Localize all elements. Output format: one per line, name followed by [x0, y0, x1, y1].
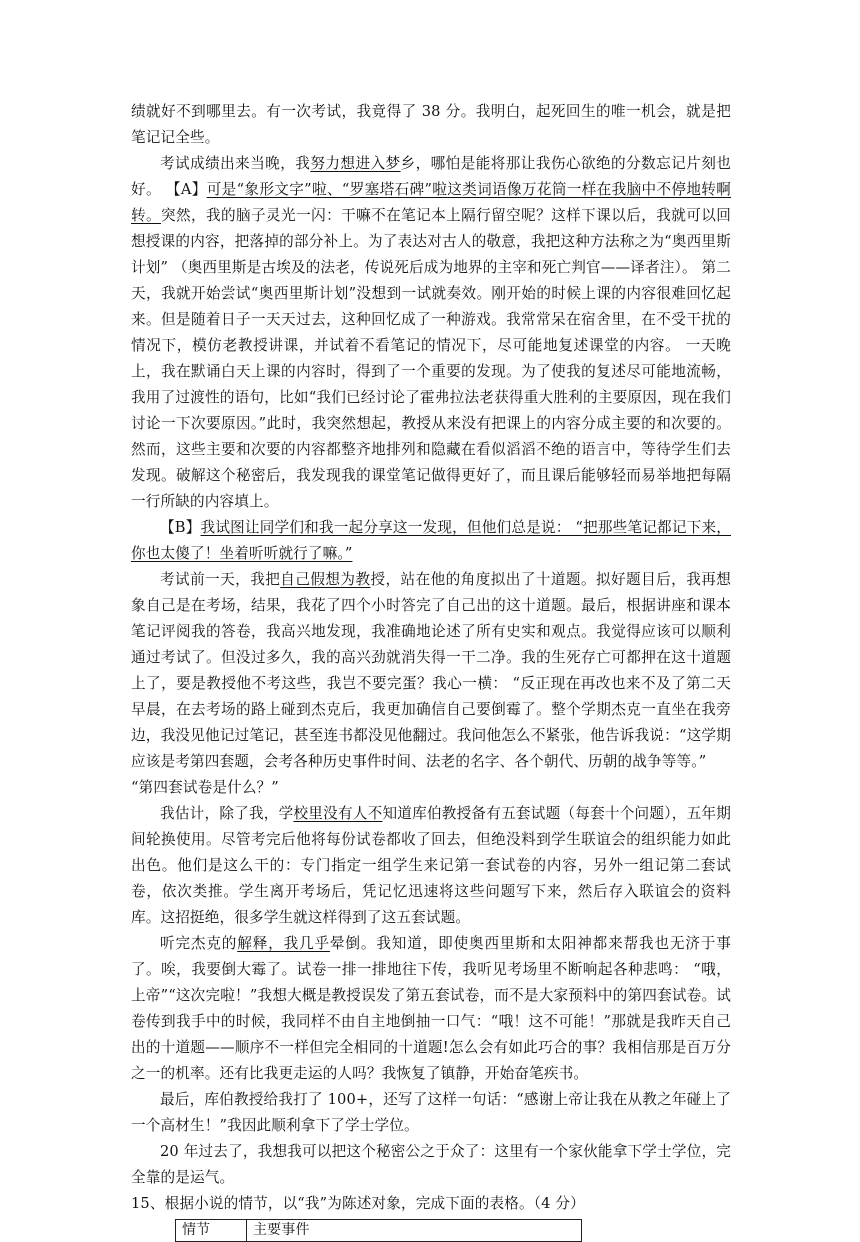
- question-15: 15、根据小说的情节，以“我”为陈述对象，完成下面的表格。（4 分）: [131, 1195, 585, 1212]
- text-segment: 最后，库伯教授给我打了 100+，还写了这样一句话：“感谢上帝让我在从教之年碰上了一个高材生！”我因此顺利拿下了学士学位。: [131, 1091, 731, 1134]
- paragraph: [131, 151, 731, 515]
- text-segment: 乡，哪怕是能将那让我伤心欲绝的分数忘记片刻也好。 【A】: [131, 155, 731, 198]
- text-segment: 突然，我的脑子灵光一闪：干嘛不在笔记本上隔行留空呢？这样下课以后，我就可以回想授课的内容，把落掉的部分补上。为了表达对古人的敬意，我把这种方法称之为“奥西里斯计划” （奥西里斯是古埃及的法老，传说死后成为地界的主宰和死亡判官——译者注）。 第二天，我就开始尝试“奥西里斯计划”没想到一试就奏效。刚开始的时候上课的内容很难回忆起来。但是随着日子一天天过去，这种回忆成了一种游戏。我常常呆在宿舍里，在不受干扰的情况下，模仿老教授讲课，并试着不看笔记的情况下，尽可能地复述课堂的内容。 一天晚上，我在默诵白天上课的内容时，得到了一个重要的发现。为了使我的复述尽可能地流畅，我用了过渡性的语句，比如“我们已经讨论了霍弗拉法老获得重大胜利的主要原因，现在我们讨论一下次要原因。”此时，我突然想起，教授从来没有把课上的内容分成主要的和次要的。然而，这些主要和次要的内容都整齐地排列和隐藏在看似滔滔不绝的语言中，等待学生们去发现。破解这个秘密后，我发现我的课堂笔记做得更好了，而且课后能够轻而易举地把每隔一行所缺的内容填上。: [131, 207, 731, 510]
- document-page: [131, 99, 731, 1242]
- article-text: [131, 99, 731, 1191]
- underlined-text: 自己假想为教: [280, 571, 371, 588]
- text-segment: 知道库伯教授备有五套试题（每套十个问题），五年期间轮换使用。尽管考完后他将每份试卷都收了回去，但绝没料到学生联谊会的组织能力如此出色。他们是这么干的：专门指定一组学生来记第一套试卷的内容，另外一组记第二套试卷，依次类推。学生离开考场后，凭记忆迅速将这些问题写下来，然后存入联谊会的资料库。这招挺绝，很多学生就这样得到了这五套试题。: [131, 805, 731, 926]
- text-segment: 【B】: [160, 519, 201, 536]
- paragraph: [131, 931, 731, 1087]
- paragraph: [131, 567, 731, 775]
- underlined-text: 努力想进入梦: [310, 155, 401, 172]
- text-segment: 绩就好不到哪里去。有一次考试，我竟得了 38 分。我明白，起死回生的唯一机会，就是把笔记记全些。: [131, 103, 731, 146]
- text-segment: 授，站在他的角度拟出了十道题。拟好题目后，我再想象自己是在考场，结果，我花了四个小时答完了自己出的这十道题。最后，根据讲座和课本笔记评阅我的答卷，我高兴地发现，我准确地论述了所有史实和观点。我觉得应该可以顺利通过考试了。但没过多久，我的高兴劲就消失得一干二净。我的生死存亡可都押在这十道题上了，要是教授他不考这些，我岂不要完蛋？我心一横： “反正现在再改也来不及了第二天早晨，在去考场的路上碰到杰克后，我更加确信自己要倒霉了。整个学期杰克一直坐在我旁边，我没见他记过笔记，甚至连书都没见他翻过。我问他怎么不紧张，他告诉我说：“这学期应该是考第四套题，会考各种历史事件时间、法老的名字、各个朝代、历朝的战争等等。”: [131, 571, 731, 770]
- underlined-text: 解释，我几乎: [237, 935, 330, 952]
- paragraph: [131, 801, 731, 931]
- paragraph: [131, 99, 731, 151]
- paragraph: [131, 1139, 731, 1191]
- text-segment: “第四套试卷是什么？”: [131, 779, 279, 796]
- table-header-main-events: 主要事件: [247, 1220, 582, 1242]
- paragraph: [131, 515, 731, 567]
- underlined-text: 可是“象形文字”啦、“罗塞塔石碑”啦这类词语像万花筒一样在我脑中不停地转啊转。: [131, 181, 731, 224]
- table-header-row: [176, 1220, 582, 1242]
- underlined-text: 校里没有人不: [293, 805, 383, 822]
- text-segment: 听完杰克的: [160, 935, 238, 952]
- text-segment: 考试前一天，我把: [160, 571, 281, 588]
- underlined-text: 我试图让同学们和我一起分享这一发现，但他们总是说： “把那些笔记都记下来，你也太傻了！坐着听听就行了嘛。”: [131, 519, 731, 562]
- text-segment: 我估计，除了我，学: [160, 805, 294, 822]
- text-segment: 20 年过去了，我想我可以把这个秘密公之于众了：这里有一个家伙能拿下学士学位，完全靠的是运气。: [131, 1143, 731, 1186]
- paragraph: [131, 1087, 731, 1139]
- paragraph: [131, 775, 731, 801]
- answer-table: [175, 1219, 582, 1242]
- table-header-plot: 情节: [176, 1220, 247, 1242]
- text-segment: 晕倒。我知道，即使奥西里斯和太阳神都来帮我也无济于事了。唉，我要倒大霉了。试卷一排一排地往下传，我听见考场里不断响起各种悲鸣： “哦，上帝”“这次完啦！”我想大概是教授误发了第五套试卷，而不是大家预料中的第四套试卷。试卷传到我手中的时候，我同样不由自主地倒抽一口气：“哦！这不可能！”那就是我昨天自己出的十道题——顺序不一样但完全相同的十道题!怎么会有如此巧合的事？我相信那是百万分之一的机率。还有比我更走运的人吗？我恢复了镇静，开始奋笔疾书。: [131, 935, 731, 1082]
- text-segment: 考试成绩出来当晚，我: [160, 155, 311, 172]
